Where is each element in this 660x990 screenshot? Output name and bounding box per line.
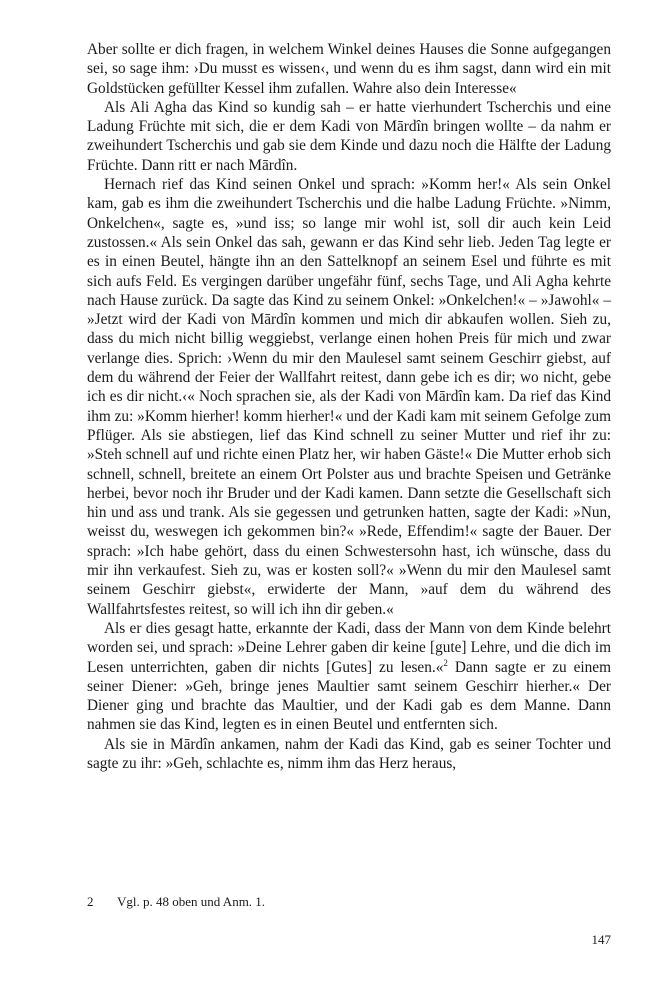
main-text [87,40,611,773]
footnote-marker[interactable]: 2 [443,657,448,668]
paragraph-text: Als er dies gesagt hatte, erkannte der Kadi, dass der Mann von dem Kinde belehrt worden sei, und sprach: »Deine Lehrer gaben dir keine [gute] Lehre, und die dich im Lesen unterrichten, gaben dir nichts [Gutes] zu lesen.« [87,619,611,676]
footnote-number: 2 [87,894,94,909]
paragraph: Als Ali Agha das Kind so kundig sah – er hatte vierhundert Tscherchis und eine Ladung Früchte mit sich, die er dem Kadi von Mārdîn bringen wollte – da nahm er zweihundert Tscherchis und gab sie dem Kinde und dazu noch die Hälfte der Ladung Früchte. Dann ritt er nach Mārdîn. [87,98,611,174]
page-number: 147 [591,932,611,947]
paragraph: Aber sollte er dich fragen, in welchem Winkel deines Hauses die Sonne aufgegangen sei, so sage ihm: ›Du musst es wissen‹, und wenn du es ihm sagst, dann wird ein mit Goldstücken gefüllter Kessel ihm zufallen. Wahre also dein Interesse« [87,41,611,97]
paragraph: Hernach rief das Kind seinen Onkel und sprach: »Komm her!« Als sein Onkel kam, gab es ihm die zweihundert Tscherchis und die halbe Ladung Früchte. »Nimm, Onkelchen«, sagte es, »und iss; so lange mir wohl ist, soll dir auch kein Leid zustossen.« Als sein Onkel das sah, gewann er das Kind sehr lieb. Jeden Tag legte er es in einen Beutel, hängte ihn an den Sattelknopf an seinem Esel und führte es mit sich aufs Feld. Es vergingen darüber ungefähr fünf, sechs Tage, und Ali Agha kehrte nach Hause zurück. Da sagte das Kind zu seinem Onkel: »Onkelchen!« – »Jawohl« – »Jetzt wird der Kadi von Mārdîn kommen und mich dir abkaufen wollen. Sieh zu, dass du mich nicht billig weggiebst, verlange einen hohen Preis für mich und zwar verlange dies. Sprich: ›Wenn du mir den Maulesel samt seinem Geschirr giebst, auf dem du während der Feier der Wallfahrt reitest, dann gebe ich es dir; wo nicht, gebe ich es dir nicht.‹« Noch sprachen sie, als der Kadi von Mārdîn kam. Da rief das Kind ihm zu: »Komm hierher! komm hierher!« und der Kadi kam mit seinem Gefolge zum Pflüger. Als sie abstiegen, lief das Kind schnell zu seiner Mutter und rief ihr zu: »Steh schnell auf und richte einen Platz her, wir haben Gäste!« Die Mutter erhob sich schnell, schnell, breitete an einem Ort Polster aus und brachte Speisen und Getränke herbei, bevor noch ihr Bruder und der Kadi kamen. Dann setzte die Gesellschaft sich hin und ass und trank. Als sie gegessen und getrunken hatten, sagte der Kadi: »Nun, weisst du, weswegen ich gekommen bin?« »Rede, Effendim!« sagte der Bauer. Der sprach: »Ich habe gehört, dass du einen Schwestersohn hast, ich wünsche, dass du mir ihn verkaufest. Sieh zu, was er kosten soll?« »Wenn du mir den Maulesel samt seinem Geschirr giebst«, erwiderte der Mann, »auf dem du während des Wallfahrtsfestes reitest, so will ich ihn dir geben.« [87,176,611,618]
paragraph [87,619,611,735]
paragraph-text: Dann sagte er zu einem seiner Diener: »Geh, bringe jenes Maultier samt seinem Geschirr hierher.« Der Diener ging und brachte das Maultier, und der Kadi gab es dem Manne. Dann nahmen sie das Kind, legten es in einen Beutel und entfernten sich. [87,658,611,734]
paragraph: Als sie in Mārdîn ankamen, nahm der Kadi das Kind, gab es seiner Tochter und sagte zu ihr: »Geh, schlachte es, nimm ihm das Herz heraus, [87,735,611,772]
footnote-text: Vgl. p. 48 oben und Anm. 1. [117,894,266,909]
footnote [87,894,611,910]
